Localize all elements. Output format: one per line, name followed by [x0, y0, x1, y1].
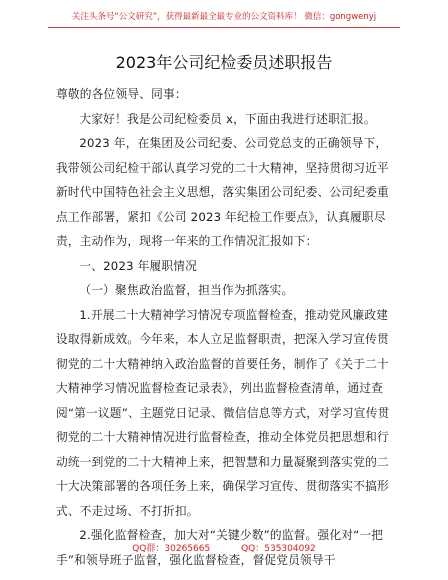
footer-qq-group: QQ群：30265665 [132, 544, 211, 554]
section-heading: 一、2023 年履职情况 [79, 258, 198, 273]
paragraph-item-1: 1.开展二十大精神学习情况专项监督检查，推动党风廉政建设取得新成效。今年来，本人立足监督职责，把深入学习宣传贯彻党的二十大精神纳入政治监督的首要任务，制作了《关于二十大精神学习情况监督检查记录表》，列出监督检查清单，通过查阅“第一议题”、主题党日记录、微信信息等方式，对学习宣传贯彻党的二十大精神情况进行监督检查，推动全体党员把思想和行动统一到党的二十大精神上来，把智慧和力量凝聚到落实党的二十大决策部署的各项任务上来，确保学习宣传、贯彻落实不搞形式、不走过场、不打折扣。 [56, 307, 390, 518]
salutation: 尊敬的各位领导、同事： [56, 87, 187, 101]
paragraph-greeting: 大家好！我是公司纪检委员 x，下面由我进行述职汇报。 [79, 111, 376, 126]
subsection-heading: （一）聚焦政治监督，担当作为抓落实。 [79, 283, 294, 297]
header-divider [48, 27, 400, 28]
footer-contact [0, 542, 448, 556]
paragraph-item-2: 2.强化监督检查，加大对“关键少数”的监督。强化对“一把手”和领导班子监督，强化监督检查，督促党员领导干 [56, 528, 384, 567]
footer-qq: QQ：535304092 [241, 544, 316, 554]
document-title: 2023年公司纪检委员述职报告 [115, 53, 333, 72]
header-notice: 关注头条号“公文研究”，获得最新最全最专业的公文资料库！ 微信：gongwenyj [71, 12, 377, 22]
document-body [56, 82, 392, 572]
paragraph-intro: 2023 年，在集团及公司纪委、公司党总支的正确领导下，我带领公司纪检干部认真学习党的二十大精神，坚持贯彻习近平新时代中国特色社会主义思想，落实集团公司纪委、公司纪委重点工作部署，紧扣《公司 2023 年纪检工作要点》，认真履职尽责，主动作为，现将一年来的工作情况汇报如下： [56, 136, 389, 248]
